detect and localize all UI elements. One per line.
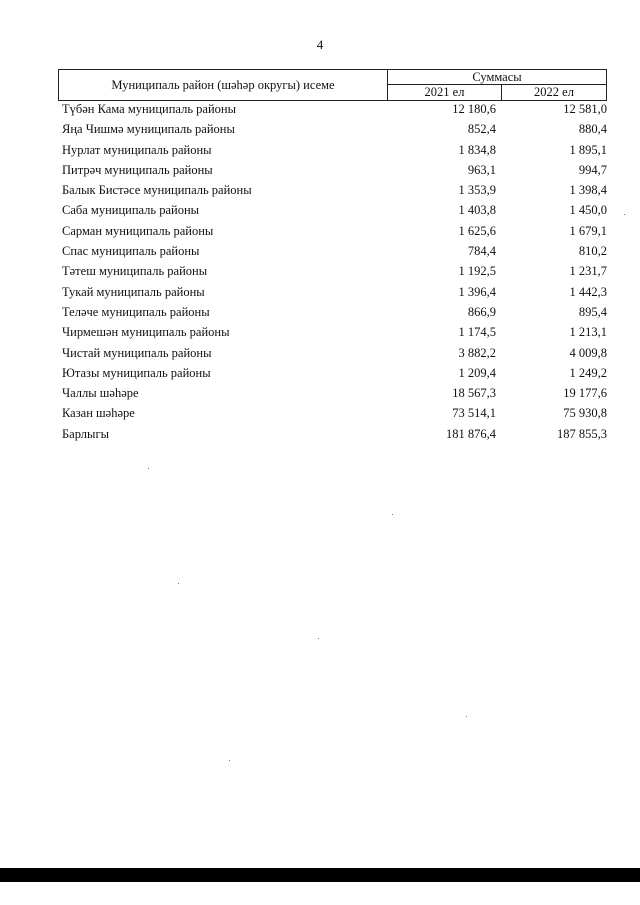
row-value-2021: 1 353,9 [458,183,496,198]
row-name: Сарман муниципаль районы [62,223,214,238]
scan-speck [624,214,625,215]
row-value-2022: 19 177,6 [563,386,607,401]
row-name: Теләче муниципаль районы [62,304,210,319]
table-body [62,100,607,445]
row-value-2021: 18 567,3 [452,386,496,401]
row-value-2021: 1 192,5 [458,264,496,279]
row-name: Чистай муниципаль районы [62,345,212,360]
row-name: Чаллы шәһәре [62,386,139,401]
column-header-name: Муниципаль район (шәһәр округы) исеме [59,70,388,100]
table-header [58,69,607,101]
row-name: Питрәч муниципаль районы [62,162,213,177]
scan-speck [229,760,230,761]
row-name: Нурлат муниципаль районы [62,142,212,157]
row-name: Саба муниципаль районы [62,203,200,218]
table-row [62,161,607,181]
page-number: 4 [316,37,324,52]
table-row-total [62,425,607,445]
column-header-2022: 2022 ел [534,85,574,99]
row-value-2022: 880,4 [578,122,607,137]
row-value-2021: 784,4 [467,244,496,259]
row-value-2021: 1 403,8 [458,203,496,218]
scan-edge-bar [0,868,640,882]
table-row [62,303,607,323]
table-row [62,100,607,120]
row-name: Балык Бистәсе муниципаль районы [62,183,252,198]
row-value-2021: 3 882,2 [458,345,496,360]
table-row [62,181,607,201]
scan-speck [392,514,393,515]
table-row [62,141,607,161]
row-value-2021: 963,1 [467,162,496,177]
row-value-2022: 1 231,7 [569,264,607,279]
scan-speck [466,716,467,717]
row-value-2021: 12 180,6 [452,102,496,116]
row-name: Казан шәһәре [62,406,135,421]
table-row [62,283,607,303]
table-row [62,384,607,404]
row-value-2022: 1 450,0 [569,203,607,218]
row-value-2022: 895,4 [578,304,607,319]
row-value-2022: 12 581,0 [563,102,607,116]
row-value-2022: 1 213,1 [569,325,607,340]
table-row [62,120,607,140]
row-name: Түбән Кама муниципаль районы [62,102,236,116]
table-row [62,242,607,262]
row-value-2021: 73 514,1 [452,406,496,421]
table-row [62,344,607,364]
row-name: Барлыгы [62,426,109,441]
scan-speck [148,468,149,469]
row-value-2021: 1 396,4 [458,284,496,299]
row-value-2022: 1 442,3 [569,284,607,299]
row-name: Спас муниципаль районы [62,244,200,259]
row-value-2022: 994,7 [578,162,607,177]
row-value-2021: 866,9 [467,304,496,319]
row-name: Чирмешән муниципаль районы [62,325,230,340]
scan-speck [178,583,179,584]
row-name: Яңа Чишмә муниципаль районы [62,122,235,137]
table-row [62,222,607,242]
row-value-2022: 4 009,8 [569,345,607,360]
row-value-2021: 1 209,4 [458,365,496,380]
row-value-2022: 1 398,4 [569,183,607,198]
table-row [62,201,607,221]
table-row [62,404,607,424]
row-value-2022: 810,2 [578,244,607,259]
row-value-2022: 1 895,1 [569,142,607,157]
row-name: Тәтеш муниципаль районы [62,264,208,279]
row-value-2021: 181 876,4 [446,426,496,441]
row-value-2022: 75 930,8 [563,406,607,421]
row-value-2021: 1 625,6 [458,223,496,238]
table-row [62,323,607,343]
row-value-2022: 187 855,3 [557,426,607,441]
row-value-2021: 1 174,5 [458,325,496,340]
table-row [62,364,607,384]
row-value-2021: 852,4 [467,122,496,137]
row-value-2022: 1 249,2 [569,365,607,380]
column-header-2021: 2021 ел [388,85,502,100]
row-value-2021: 1 834,8 [458,142,496,157]
scan-speck [318,638,319,639]
row-name: Тукай муниципаль районы [62,284,205,299]
column-header-sum: Суммасы [388,70,606,85]
row-value-2022: 1 679,1 [569,223,607,238]
table-row [62,262,607,282]
row-name: Ютазы муниципаль районы [62,365,211,380]
